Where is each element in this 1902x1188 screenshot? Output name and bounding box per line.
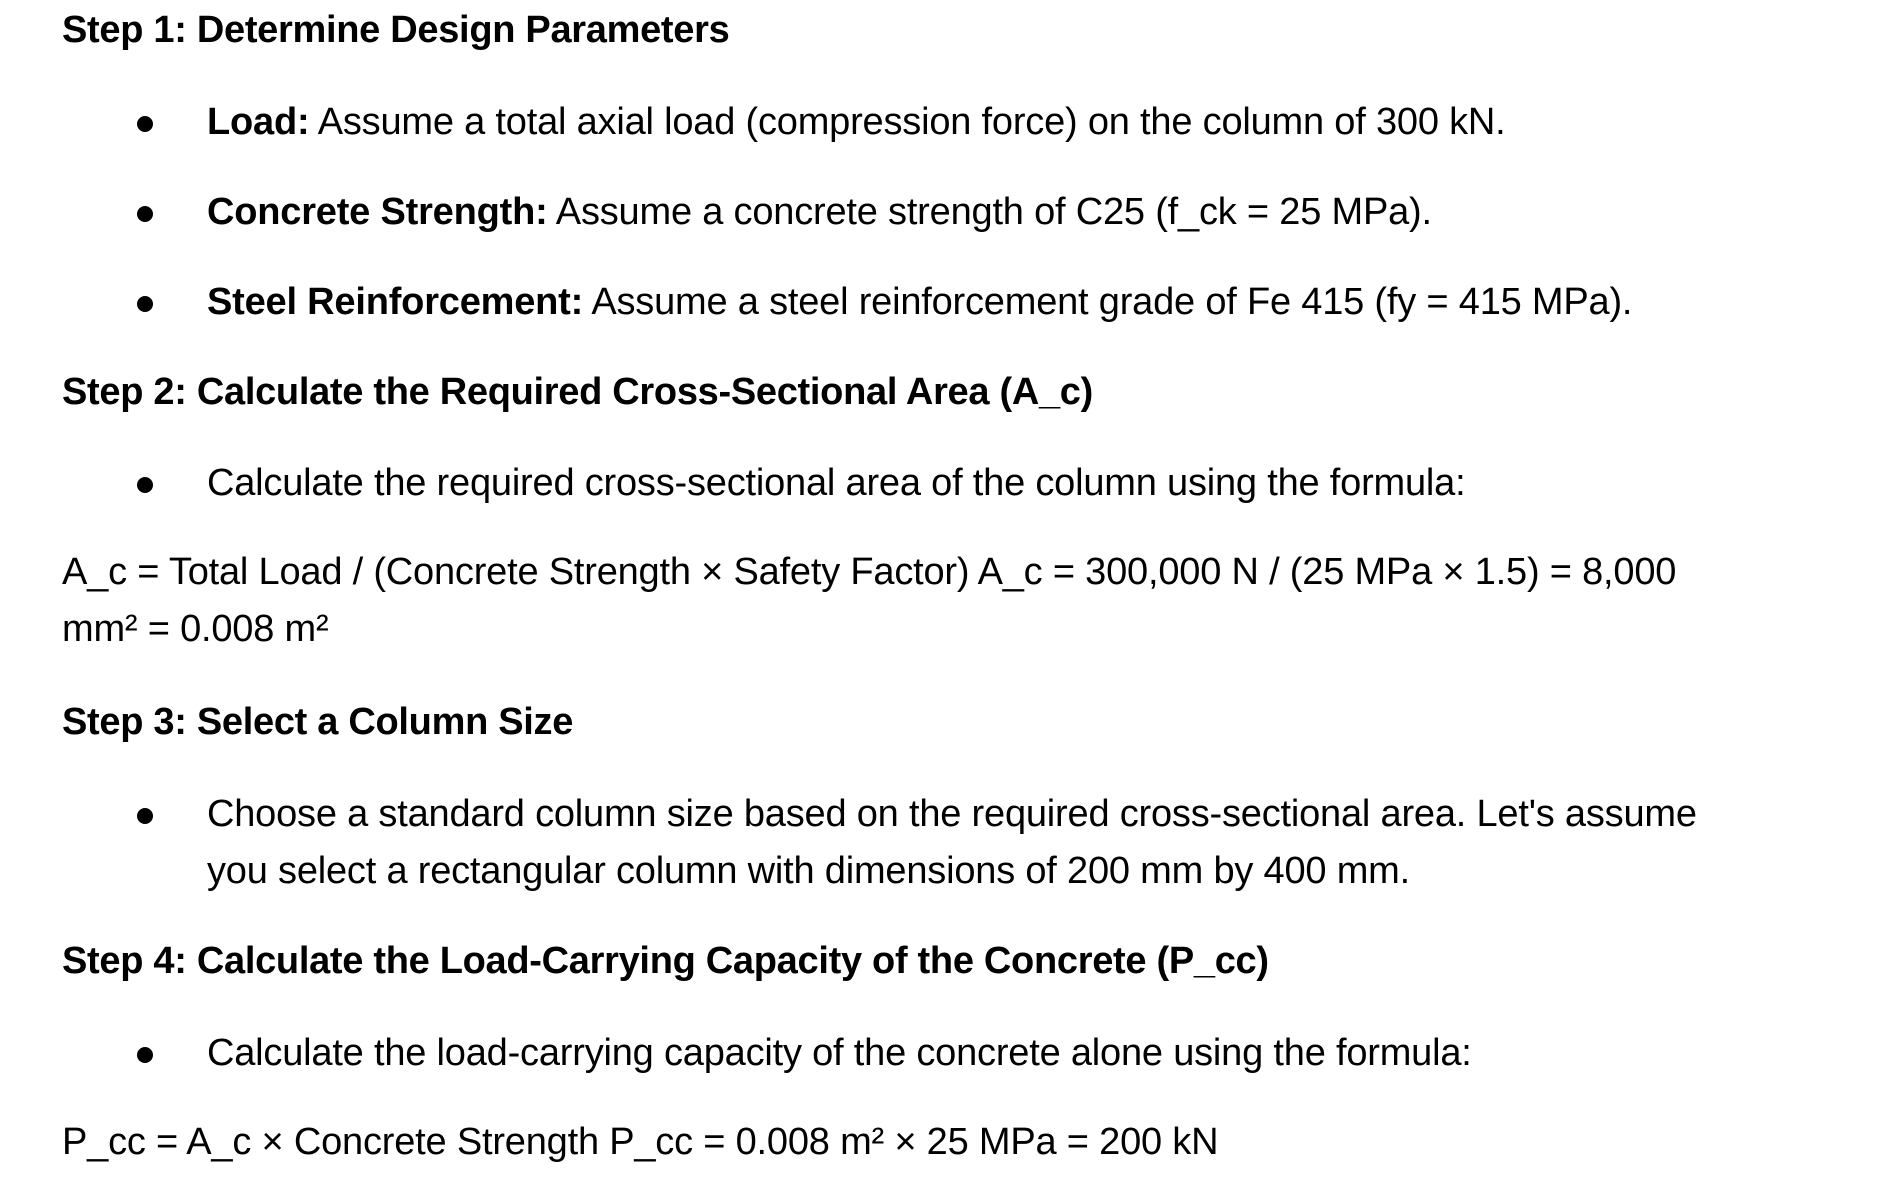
formula-text: A_c = Total Load / (Concrete Strength × Safety Factor) A_c = 300,000 N / (25 MPa × 1.5) = 8,000 mm² = 0.008 m² xyxy=(62,551,1677,650)
step-2-heading: Step 2: Calculate the Required Cross-Sectional Area (A_c) xyxy=(62,371,1093,413)
step-1-heading: Step 1: Determine Design Parameters xyxy=(62,9,730,51)
bullet-icon xyxy=(137,477,153,493)
bullet-icon xyxy=(137,808,153,824)
bullet-body: Assume a concrete strength of C25 (f_ck = 25 MPa). xyxy=(547,191,1432,233)
bullet-icon xyxy=(137,296,153,312)
bullet-body: Assume a steel reinforcement grade of Fe 415 (fy = 415 MPa). xyxy=(583,281,1633,323)
bullet-text xyxy=(207,94,1767,151)
bullet-text: Calculate the load-carrying capacity of the concrete alone using the formula: xyxy=(207,1032,1472,1074)
bullet-icon xyxy=(137,1047,153,1063)
bullet-text: Calculate the required cross-sectional area of the column using the formula: xyxy=(207,462,1466,504)
bullet-icon xyxy=(137,206,153,222)
bullet-label: Concrete Strength: xyxy=(207,191,548,233)
bullet-label: Steel Reinforcement: xyxy=(207,281,584,323)
bullet-icon xyxy=(137,116,153,132)
step-3-heading: Step 3: Select a Column Size xyxy=(62,701,574,743)
bullet-text xyxy=(207,184,1767,241)
bullet-body: Assume a total axial load (compression force) on the column of 300 kN. xyxy=(309,101,1506,143)
bullet-text: Choose a standard column size based on the required cross-sectional area. Let's assume you select a rectangular column with dimensions of 200 mm by 400 mm. xyxy=(207,793,1697,892)
step-4-heading: Step 4: Calculate the Load-Carrying Capacity of the Concrete (P_cc) xyxy=(62,940,1269,982)
bullet-label: Load: xyxy=(207,101,310,143)
bullet-text xyxy=(207,274,1767,331)
formula-text: P_cc = A_c × Concrete Strength P_cc = 0.008 m² × 25 MPa = 200 kN xyxy=(62,1121,1219,1163)
